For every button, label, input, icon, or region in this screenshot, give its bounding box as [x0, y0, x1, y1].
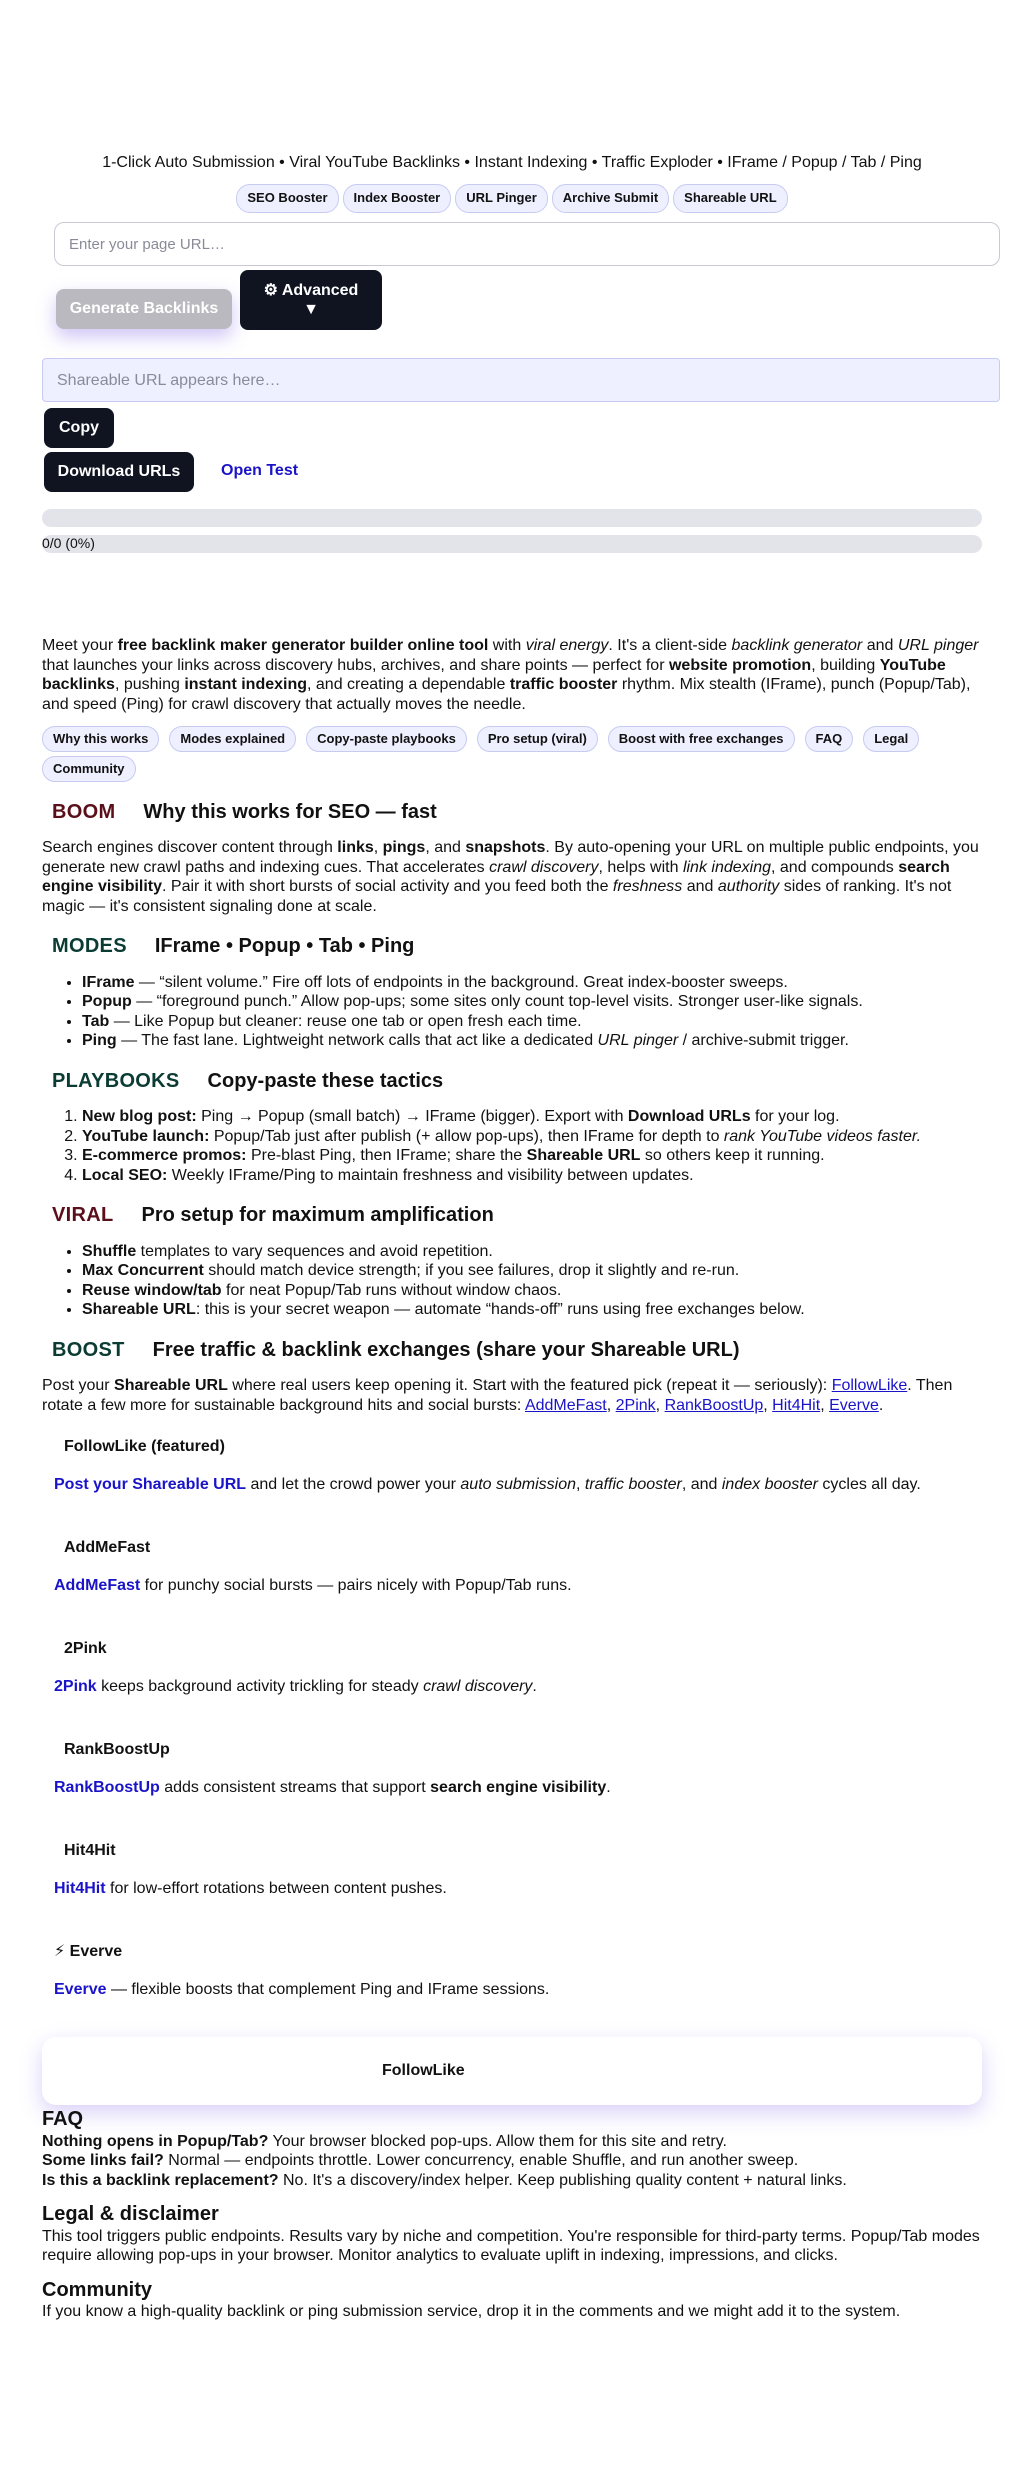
advanced-label: ⚙ Advanced [263, 281, 359, 299]
community-heading: Community [42, 2278, 152, 2301]
open-test-link[interactable]: Open Test [221, 462, 299, 479]
followlike-link[interactable]: FollowLike [831, 1376, 908, 1394]
section-badge: BOOST [52, 1338, 125, 1361]
section-badge: VIRAL [52, 1204, 114, 1227]
2pink-link[interactable]: 2Pink [615, 1396, 656, 1414]
rankboostup-link[interactable]: RankBoostUp [664, 1396, 764, 1414]
list-item: • Reuse window/tab for neat Popup/Tab runs without window chaos. [82, 1281, 986, 1301]
section-badge: PLAYBOOKS [52, 1069, 180, 1092]
card-link[interactable]: RankBoostUp [54, 1778, 160, 1796]
nav-chip-modes[interactable]: Modes explained [169, 726, 296, 752]
modes-list [82, 973, 986, 1051]
card-description: 2Pink keeps background activity trickling for steady crawl discovery. [54, 1677, 537, 1695]
addmefast-link[interactable]: AddMeFast [524, 1396, 607, 1414]
advanced-button[interactable] [240, 270, 382, 330]
nav-chip-legal[interactable]: Legal [863, 726, 919, 752]
intro-paragraph: Meet your free backlink maker generator builder online tool with viral energy. It's a client-side backlink generator and URL pinger that launches your links across discovery hubs, archives, and share points — perfect for website promotion, building YouTube backlinks, pushing instant indexing, and creating a dependable traffic booster rhythm. Mix stealth (IFrame), punch (Popup/Tab), and speed (Ping) for crawl discovery that actually moves the needle. [42, 637, 979, 713]
card-description: AddMeFast for punchy social bursts — pairs nicely with Popup/Tab runs. [54, 1576, 572, 1594]
legal-text: This tool triggers public endpoints. Results vary by niche and competition. You're responsible for third-party terms. Popup/Tab modes require allowing pop-ups in your browser. Monitor analytics to evaluate uplift in indexing, impressions, and clicks. [42, 2227, 980, 2265]
exchange-card-hit4hit [54, 1841, 986, 1898]
faq-item: Nothing opens in Popup/Tab? Your browser blocked pop-ups. Allow them for this site and retry. [42, 2132, 727, 2150]
card-title: FollowLike (featured) [64, 1438, 225, 1456]
faq-item: Is this a backlink replacement? No. It's a discovery/index helper. Keep publishing quality content + natural links. [42, 2171, 847, 2189]
card-link[interactable]: Post your Shareable URL [54, 1475, 247, 1493]
card-link[interactable]: Hit4Hit [54, 1879, 106, 1897]
tagline: 1-Click Auto Submission • Viral YouTube Backlinks • Instant Indexing • Traffic Exploder • IFrame / Popup / Tab / Ping [102, 154, 922, 171]
nav-chip-boost[interactable]: Boost with free exchanges [608, 726, 795, 752]
card-title: RankBoostUp [64, 1741, 170, 1759]
section-nav [42, 726, 986, 782]
playbooks-list [82, 1107, 986, 1185]
shareable-url-field[interactable]: Shareable URL appears here… [42, 358, 1000, 402]
card-title: Hit4Hit [64, 1842, 116, 1860]
download-urls-button[interactable]: Download URLs [44, 452, 194, 492]
featured-followlike-box[interactable] [42, 2037, 982, 2105]
featured-box-label: FollowLike [382, 2062, 465, 2080]
section-playbooks-heading [52, 1069, 986, 1093]
list-item: 1. New blog post: Ping → Popup (small batch) → IFrame (bigger). Export with Download URLs for your log. [82, 1107, 986, 1127]
everve-link[interactable]: Everve [829, 1396, 879, 1414]
card-title: ⚡ Everve [54, 1943, 123, 1961]
list-item: • Shareable URL: this is your secret weapon — automate “hands-off” runs using free exchanges below. [82, 1300, 986, 1320]
copy-button[interactable]: Copy [44, 408, 114, 448]
nav-chip-why[interactable]: Why this works [42, 726, 159, 752]
card-description: Everve — flexible boosts that complement Ping and IFrame sessions. [54, 1980, 550, 1998]
section-badge: MODES [52, 935, 127, 958]
progress-text: 0/0 (0%) [42, 535, 95, 551]
list-item: • Max Concurrent should match device strength; if you see failures, drop it slightly and re-run. [82, 1261, 986, 1281]
list-item: 4. Local SEO: Weekly IFrame/Ping to maintain freshness and visibility between updates. [82, 1166, 986, 1186]
exchange-card-followlike [54, 1437, 986, 1494]
url-input[interactable] [54, 222, 1000, 266]
chip-archive-submit[interactable]: Archive Submit [552, 184, 669, 213]
progress-bar-top [42, 509, 982, 527]
exchange-card-rankboostup [54, 1740, 986, 1797]
nav-chip-playbooks[interactable]: Copy-paste playbooks [306, 726, 467, 752]
card-link[interactable]: 2Pink [54, 1677, 97, 1695]
generate-backlinks-button[interactable]: Generate Backlinks [56, 289, 232, 329]
faq-heading: FAQ [42, 2108, 84, 2131]
list-item: • IFrame — “silent volume.” Fire off lots of endpoints in the background. Great index-booster sweeps. [82, 973, 986, 993]
card-title: 2Pink [64, 1640, 107, 1658]
card-link[interactable]: Everve [54, 1980, 107, 1998]
section-title: IFrame • Popup • Tab • Ping [154, 935, 415, 958]
list-item: • Popup — “foreground punch.” Allow pop-ups; some sites only count top-level visits. Stronger user-like signals. [82, 992, 986, 1012]
list-item: • Ping — The fast lane. Lightweight network calls that act like a dedicated URL pinger / archive-submit trigger. [82, 1031, 986, 1051]
card-description: RankBoostUp adds consistent streams that support search engine visibility. [54, 1778, 611, 1796]
section-boost-heading [52, 1338, 986, 1362]
list-item: • Tab — Like Popup but cleaner: reuse one tab or open fresh each time. [82, 1012, 986, 1032]
section-viral-heading [52, 1203, 986, 1227]
chip-seo-booster[interactable]: SEO Booster [236, 184, 338, 213]
list-item: 3. E-commerce promos: Pre-blast Ping, then IFrame; share the Shareable URL so others keep it running. [82, 1146, 986, 1166]
nav-chip-pro-setup[interactable]: Pro setup (viral) [477, 726, 598, 752]
article [42, 636, 986, 2321]
section-title: Pro setup for maximum amplification [141, 1204, 494, 1227]
card-description: Hit4Hit for low-effort rotations between content pushes. [54, 1879, 447, 1897]
chevron-down-icon: ▼ [303, 301, 319, 318]
viral-list [82, 1242, 986, 1320]
card-title: AddMeFast [64, 1539, 151, 1557]
list-item: • Shuffle templates to vary sequences and avoid repetition. [82, 1242, 986, 1262]
chip-index-booster[interactable]: Index Booster [343, 184, 452, 213]
exchange-card-everve [54, 1942, 986, 1999]
faq-item: Some links fail? Normal — endpoints throttle. Lower concurrency, enable Shuffle, and run another sweep. [42, 2152, 799, 2170]
why-paragraph: Search engines discover content through links, pings, and snapshots. By auto-opening your URL on multiple public endpoints, you generate new crawl paths and indexing cues. That accelerates crawl discovery, helps with link indexing, and compounds search engine visibility. Pair it with short bursts of social activity and you feed both the freshness and authority sides of ranking. It's not magic — it's consistent signaling done at scale. [42, 839, 979, 915]
exchange-card-2pink [54, 1639, 986, 1696]
legal-heading: Legal & disclaimer [42, 2203, 219, 2226]
nav-chip-community[interactable]: Community [42, 756, 136, 782]
section-title: Copy-paste these tactics [207, 1069, 444, 1092]
chip-url-pinger[interactable]: URL Pinger [455, 184, 548, 213]
exchange-card-addmefast [54, 1538, 986, 1595]
card-description: Post your Shareable URL and let the crowd power your auto submission, traffic booster, and index booster cycles all day. [54, 1475, 921, 1493]
section-title: Why this works for SEO — fast [143, 800, 437, 823]
card-link[interactable]: AddMeFast [54, 1576, 141, 1594]
section-why-heading [52, 800, 986, 824]
section-modes-heading [52, 934, 986, 958]
list-item: 2. YouTube launch: Popup/Tab just after publish (+ allow pop-ups), then IFrame for depth to rank YouTube videos faster. [82, 1127, 986, 1147]
section-badge: BOOM [52, 800, 116, 823]
feature-chips [0, 184, 1024, 213]
section-title: Free traffic & backlink exchanges (share your Shareable URL) [152, 1338, 740, 1361]
progress-bar [42, 535, 982, 553]
hit4hit-link[interactable]: Hit4Hit [772, 1396, 821, 1414]
community-text: If you know a high-quality backlink or ping submission service, drop it in the comments and we might add it to the system. [42, 2302, 901, 2320]
chip-shareable-url[interactable]: Shareable URL [673, 184, 787, 213]
boost-paragraph: Post your Shareable URL where real users keep opening it. Start with the featured pick (repeat it — seriously): FollowLike. Then rotate a few more for sustainable background hits and social bursts: AddMeFast, 2Pink, RankBoostUp, Hit4Hit, Everve. [42, 1376, 953, 1414]
nav-chip-faq[interactable]: FAQ [805, 726, 854, 752]
